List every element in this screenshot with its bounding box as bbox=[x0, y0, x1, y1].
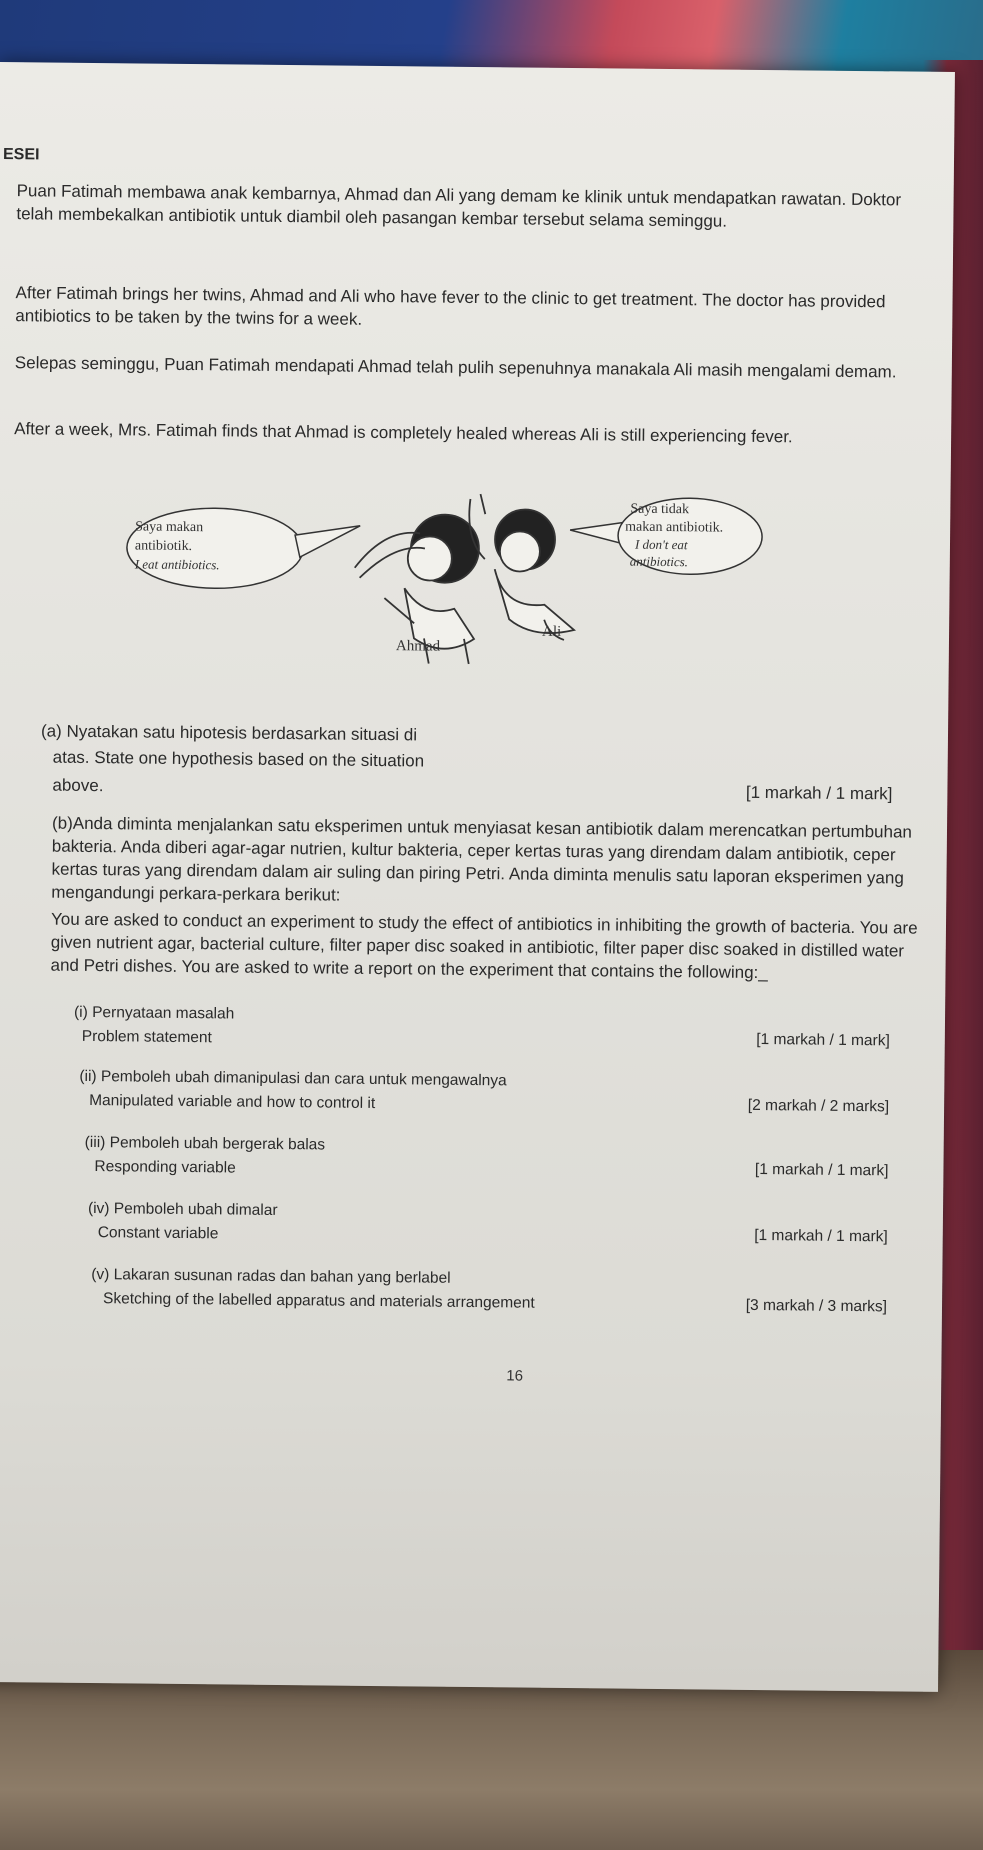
result-malay: Selepas seminggu, Puan Fatimah mendapati Ahmad telah pulih sepenuhnya manakala Ali masih mengalami demam. bbox=[14, 353, 897, 382]
ahmad-bubble-line-2: antibiotik. bbox=[134, 538, 193, 555]
question-a-marks: [1 markah / 1 mark] bbox=[745, 782, 893, 804]
ali-label: Ali bbox=[541, 623, 562, 640]
ali-bubble-line-2: makan antibiotik. bbox=[625, 519, 724, 536]
item-v-marks: [3 markah / 3 marks] bbox=[745, 1296, 888, 1316]
question-a-line-2: atas. State one hypothesis based on the situation bbox=[52, 747, 425, 771]
item-iv-english: Constant variable bbox=[97, 1224, 219, 1243]
item-iv-marks: [1 markah / 1 mark] bbox=[754, 1226, 888, 1246]
ahmad-label: Ahmad bbox=[395, 638, 441, 655]
item-v-malay: (v) Lakaran susunan radas dan bahan yang berlabel bbox=[91, 1266, 451, 1287]
question-a-line-3: above. bbox=[52, 775, 104, 796]
item-iv-malay: (iv) Pemboleh ubah dimalar bbox=[87, 1199, 278, 1219]
item-ii-english: Manipulated variable and how to control it bbox=[89, 1091, 376, 1112]
item-v-english: Sketching of the labelled apparatus and materials arrangement bbox=[102, 1290, 535, 1312]
worksheet-page bbox=[0, 62, 955, 1692]
result-english: After a week, Mrs. Fatimah finds that Ahmad is completely healed whereas Ali is still experiencing fever. bbox=[14, 419, 793, 447]
question-b-malay: (b)Anda diminta menjalankan satu eksperimen untuk menyiasat kesan antibiotik dalam merencatkan pertumbuhan bakteria. Anda diberi agar-agar nutrien, kultur bakteria, ceper kertas turas yang direndam dalam antibiotik, ceper kertas turas yang direndam dalam air suling dan piring Petri. Anda diminta menulis satu laporan eksperimen yang mengandungi perkara-perkara berikut: bbox=[51, 813, 913, 905]
ahmad-bubble-line-3: I eat antibiotics. bbox=[134, 556, 220, 573]
ali-bubble-line-4: antibiotics. bbox=[629, 553, 689, 570]
ali-bubble-line-3: I don't eat bbox=[634, 536, 688, 553]
ali-figure bbox=[468, 494, 576, 640]
ahmad-bubble-line-1: Saya makan bbox=[135, 519, 204, 536]
item-ii-malay: (ii) Pemboleh ubah dimanipulasi dan cara untuk mengawalnya bbox=[79, 1067, 507, 1090]
intro-english: After Fatimah brings her twins, Ahmad and Ali who have fever to the clinic to get treatment. The doctor has provided antibiotics to be taken by the twins for a week. bbox=[15, 283, 886, 329]
twins-illustration bbox=[123, 485, 825, 692]
item-iii-malay: (iii) Pemboleh ubah bergerak balas bbox=[84, 1133, 326, 1154]
item-iii-marks: [1 markah / 1 mark] bbox=[754, 1160, 889, 1180]
item-iii-english: Responding variable bbox=[94, 1158, 236, 1177]
item-i-malay: (i) Pernyataan masalah bbox=[73, 1003, 235, 1023]
ali-bubble-line-1: Saya tidak bbox=[630, 501, 690, 518]
ali-speech-bubble bbox=[570, 497, 763, 575]
intro-malay: Puan Fatimah membawa anak kembarnya, Ahmad dan Ali yang demam ke klinik untuk mendapatkan rawatan. Doktor telah membekalkan antibiotik untuk diambil oleh pasangan kembar tersebut selama seminggu. bbox=[16, 181, 902, 231]
page-number: 16 bbox=[506, 1367, 524, 1385]
section-title: ESEI bbox=[2, 146, 40, 164]
item-i-marks: [1 markah / 1 mark] bbox=[756, 1030, 890, 1050]
item-ii-marks: [2 markah / 2 marks] bbox=[747, 1096, 890, 1116]
item-i-english: Problem statement bbox=[81, 1027, 212, 1047]
ahmad-speech-bubble bbox=[127, 507, 361, 589]
question-b-english: You are asked to conduct an experiment to study the effect of antibiotics in inhibiting the growth of bacteria. You are given nutrient agar, bacterial culture, filter paper disc soaked in antibiotic, filter paper disc soaked in distilled water and Petri dishes. You are asked to write a report on the experiment that contains the following:_ bbox=[50, 909, 918, 982]
question-a-line-1: (a) Nyatakan satu hipotesis berdasarkan situasi di bbox=[40, 721, 418, 745]
